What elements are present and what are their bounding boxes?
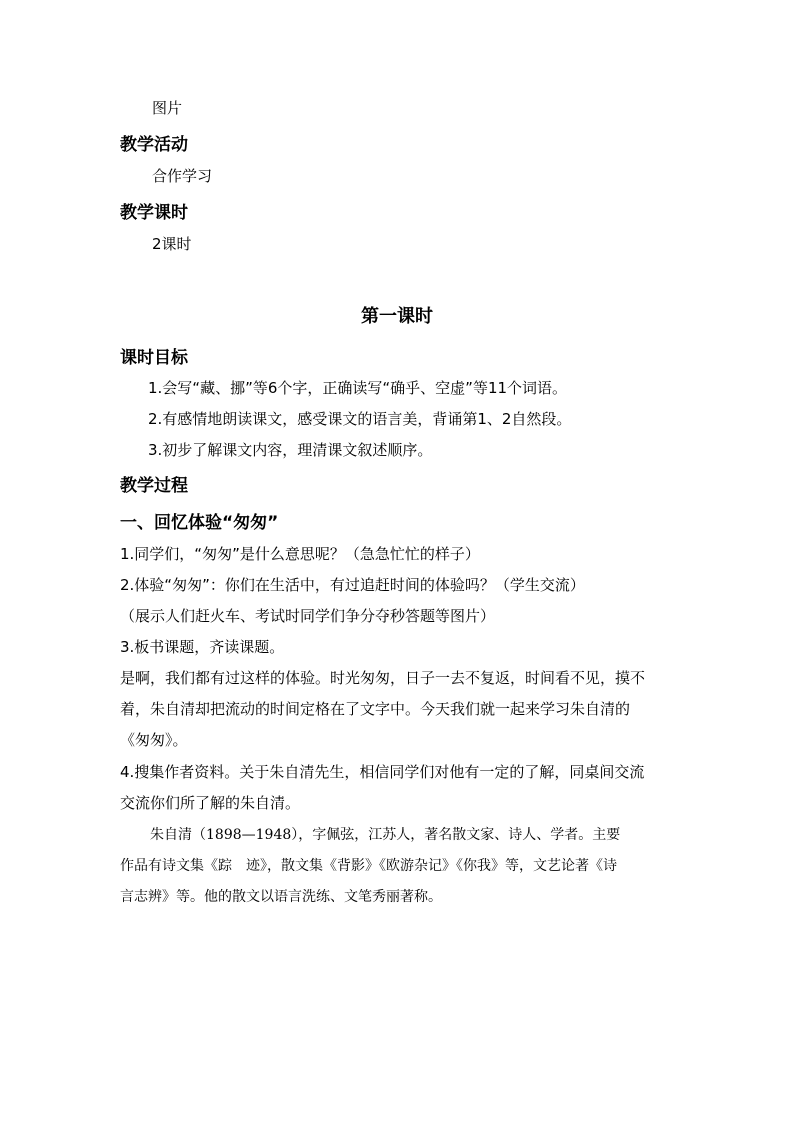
goals-heading: 课时目标 <box>120 348 188 368</box>
step-line: 1.同学们，“匆匆”是什么意思呢？（急急忙忙的样子） <box>120 545 480 563</box>
step-line: 《匆匆》。 <box>120 731 188 749</box>
step-line: （展示人们赶火车、考试时同学们争分夺秒答题等图片） <box>120 607 496 625</box>
step-line: 2.体验“匆匆”：你们在生活中，有过追赶时间的体验吗？（学生交流） <box>120 576 585 594</box>
step-line: 是啊，我们都有过这样的体验。时光匆匆，日子一去不复返，时间看不见，摸不 <box>120 669 646 687</box>
activity-item: 合作学习 <box>152 167 213 185</box>
bio-line: 作品有诗文集《踪 迹》，散文集《背影》《欧游杂记》《你我》等，文艺论著《诗 <box>120 858 617 874</box>
goal-item: 1.会写“藏、挪”等6个字，正确读写“确乎、空虚”等11个词语。 <box>148 379 568 397</box>
bio-line: 朱自清（1898—1948），字佩弦，江苏人，著名散文家、诗人、学者。主要 <box>150 827 621 843</box>
period-item: 2课时 <box>152 235 192 253</box>
process-heading: 教学过程 <box>120 476 188 496</box>
activity-heading: 教学活动 <box>120 135 188 155</box>
step-line: 4.搜集作者资料。关于朱自清先生，相信同学们对他有一定的了解，同桌间交流 <box>120 763 645 781</box>
bio-line: 言志辨》等。他的散文以语言洗练、文笔秀丽著称。 <box>120 889 442 905</box>
lesson-title: 第一课时 <box>361 306 433 327</box>
period-heading: 教学课时 <box>120 203 188 223</box>
step-line: 3.板书课题，齐读课题。 <box>120 638 285 656</box>
section-heading: 一、回忆体验“匆匆” <box>120 513 279 533</box>
goal-item: 2.有感情地朗读课文，感受课文的语言美，背诵第1、2自然段。 <box>148 410 572 428</box>
goal-item: 3.初步了解课文内容，理清课文叙述顺序。 <box>148 441 433 459</box>
materials-item: 图片 <box>152 99 183 117</box>
step-line: 交流你们所了解的朱自清。 <box>120 794 301 812</box>
step-line: 着，朱自清却把流动的时间定格在了文字中。今天我们就一起来学习朱自清的 <box>120 700 631 718</box>
